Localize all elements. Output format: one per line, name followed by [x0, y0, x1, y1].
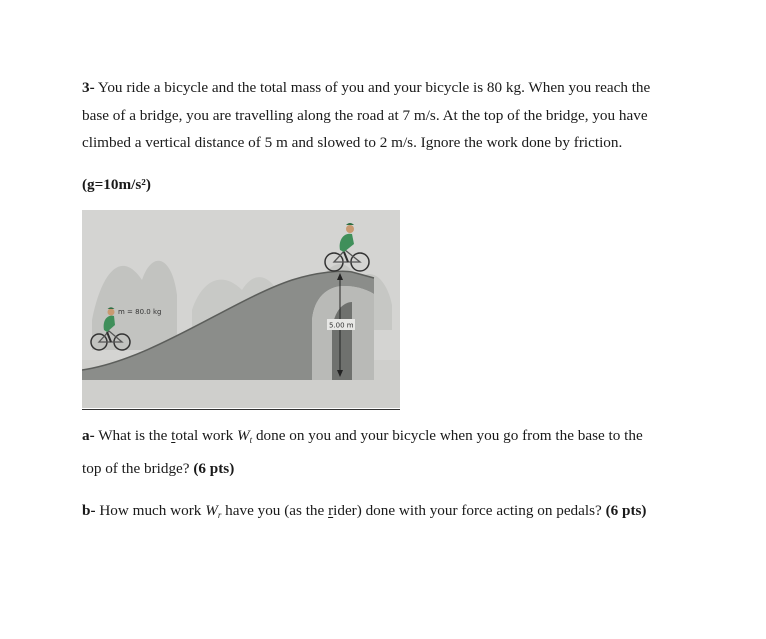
- question-a-text-after: done on you and your bicycle when you go from the base to the: [252, 427, 643, 444]
- question-a-symbol: W: [236, 427, 250, 444]
- question-a-text-before: What is the: [98, 427, 172, 444]
- mass-label: m = 80.0 kg: [118, 308, 162, 316]
- question-b: [82, 497, 702, 530]
- question-b-text-after: ider) done with your force acting on pedals?: [333, 502, 602, 519]
- problem-text-line2: base of a bridge, you are travelling along the road at 7 m/s. At the top of the bridge, you have: [82, 106, 648, 124]
- question-a-label: a-: [82, 427, 95, 444]
- bridge-figure: [82, 210, 400, 408]
- bridge-illustration: [82, 210, 400, 408]
- question-b-text-before: How much work: [99, 502, 206, 519]
- question-b-symbol: W: [205, 502, 218, 519]
- question-b-symbol-sub: r: [217, 510, 222, 520]
- question-a-underlined-char: t: [171, 427, 176, 444]
- question-a: [82, 422, 702, 482]
- problem-statement: [82, 74, 702, 157]
- figure-divider: [82, 409, 400, 410]
- question-b-text-mid: have you (as the: [221, 502, 329, 519]
- question-b-underlined-char: r: [328, 502, 334, 519]
- question-a-points: (6 pts): [193, 459, 235, 477]
- given-gravity: (g=10m/s²): [82, 176, 151, 193]
- question-a-text-mid: otal work: [175, 427, 237, 444]
- question-a-symbol-sub: t: [249, 435, 253, 445]
- question-b-label: b-: [82, 502, 96, 519]
- problem-text-line1: You ride a bicycle and the total mass of you and your bicycle is 80 kg. When you reach the: [97, 79, 651, 96]
- problem-text-line3: climbed a vertical distance of 5 m and slowed to 2 m/s. Ignore the work done by friction.: [82, 134, 623, 151]
- question-b-points: (6 pts): [605, 502, 647, 519]
- question-a-line2: top of the bridge?: [82, 459, 190, 477]
- problem-number: 3-: [82, 79, 95, 96]
- height-label: 5.00 m: [329, 321, 354, 330]
